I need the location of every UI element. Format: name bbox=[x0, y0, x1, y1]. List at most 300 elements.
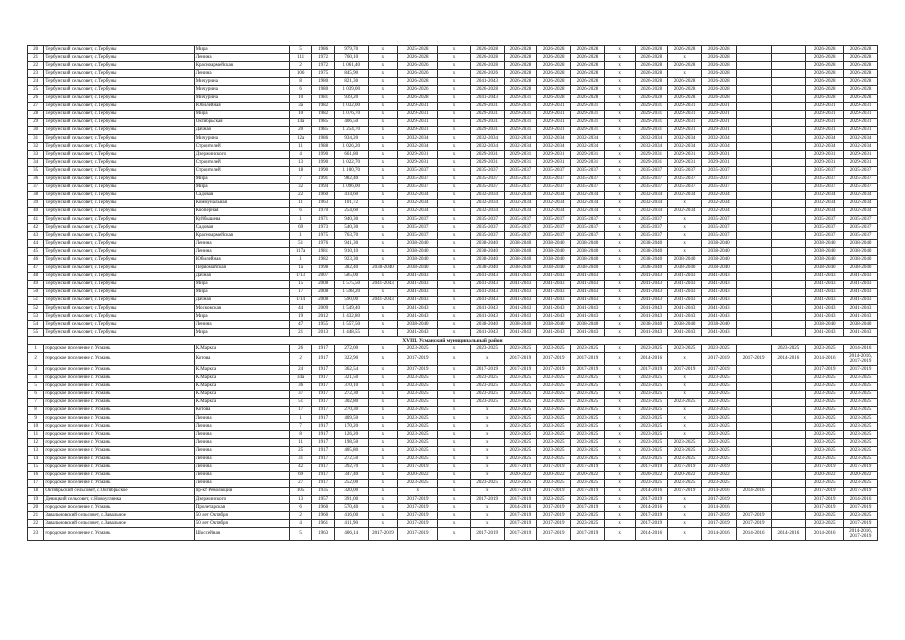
table-cell bbox=[771, 78, 806, 86]
table-cell: 590,00 bbox=[334, 296, 368, 304]
table-cell: 28 bbox=[28, 110, 44, 118]
table-cell: 2017-2019 bbox=[504, 353, 537, 366]
table-cell bbox=[736, 232, 771, 240]
table-cell: 2023-2025 bbox=[635, 374, 668, 382]
table-cell: 2041-2043 bbox=[571, 305, 605, 313]
table-cell bbox=[771, 431, 806, 439]
table-cell: х bbox=[604, 495, 635, 503]
table-cell bbox=[771, 415, 806, 423]
table-cell: 2038-2040 bbox=[504, 264, 537, 272]
table-cell: 2026-2026 bbox=[398, 86, 438, 94]
table-row bbox=[28, 463, 878, 471]
table-cell bbox=[771, 151, 806, 159]
table-cell: х bbox=[438, 102, 471, 110]
table-cell bbox=[736, 78, 771, 86]
table-row bbox=[28, 110, 878, 118]
table-cell: Тербунский сельсовет, с.Тербуны bbox=[44, 62, 194, 70]
table-cell: х bbox=[470, 431, 504, 439]
table-cell: х bbox=[604, 305, 635, 313]
table-cell: 2035-2037 bbox=[571, 175, 605, 183]
table-cell: 2029-2031 bbox=[668, 102, 702, 110]
table-cell: 2038-2040 bbox=[398, 240, 438, 248]
table-cell: 2035-2037 bbox=[398, 167, 438, 175]
table-cell: х bbox=[438, 264, 471, 272]
table-cell: 8 bbox=[28, 406, 44, 414]
table-cell: 934,20 bbox=[334, 135, 368, 143]
table-cell bbox=[736, 455, 771, 463]
table-cell: 2035-2037 bbox=[635, 215, 668, 223]
table-cell: х bbox=[604, 504, 635, 512]
table-cell: 2026-2028 bbox=[470, 86, 504, 94]
table-cell: 2029-2031 bbox=[806, 126, 844, 134]
table-cell bbox=[736, 431, 771, 439]
table-cell: 2029-2031 bbox=[635, 126, 668, 134]
table-cell: 50 лет Октября bbox=[194, 512, 289, 520]
table-cell bbox=[736, 46, 771, 54]
table-cell: х bbox=[604, 224, 635, 232]
table-cell: 2023-2025 bbox=[398, 382, 438, 390]
table-cell: х bbox=[438, 390, 471, 398]
table-cell: 2020-2022 bbox=[701, 471, 736, 479]
table-cell: 1917 bbox=[312, 463, 335, 471]
table-cell: 2017-2019 bbox=[470, 528, 504, 541]
table-cell bbox=[736, 215, 771, 223]
table-cell: х bbox=[604, 512, 635, 520]
table-cell: 2029-2031 bbox=[504, 159, 537, 167]
table-cell: 2035-2037 bbox=[806, 215, 844, 223]
table-cell: 2032-2034 bbox=[668, 143, 702, 151]
table-cell: 2035-2037 bbox=[537, 183, 571, 191]
table-cell: 44 bbox=[289, 305, 312, 313]
table-cell: 2017-2019 bbox=[736, 520, 771, 528]
table-row bbox=[28, 70, 878, 78]
table-cell: 1963 bbox=[312, 199, 335, 207]
table-cell: 2023-2025 bbox=[635, 431, 668, 439]
table-cell: х bbox=[438, 94, 471, 102]
table-cell: 2038-2040 bbox=[701, 264, 736, 272]
table-cell: х bbox=[604, 487, 635, 495]
table-cell: 2032-2034 bbox=[470, 143, 504, 151]
table-cell: 2035-2037 bbox=[806, 175, 844, 183]
table-cell bbox=[736, 423, 771, 431]
table-cell: 6 bbox=[289, 86, 312, 94]
table-cell: 1 076,70 bbox=[334, 110, 368, 118]
table-cell: 2023-2025 bbox=[844, 439, 878, 447]
table-cell: 2009 bbox=[312, 305, 335, 313]
table-cell: 1 096,00 bbox=[334, 183, 368, 191]
table-cell: 2029-2031 bbox=[537, 118, 571, 126]
table-cell: 15 bbox=[289, 280, 312, 288]
table-cell: 2017-2019 bbox=[571, 487, 605, 495]
table-cell: 2035-2037 bbox=[537, 232, 571, 240]
table-cell: 2029-2031 bbox=[701, 126, 736, 134]
table-cell: х bbox=[438, 528, 471, 541]
table-cell: 2023-2025 bbox=[806, 390, 844, 398]
table-cell: 2026-2028 bbox=[844, 70, 878, 78]
table-cell: 2029-2031 bbox=[635, 118, 668, 126]
table-cell: 2029-2031 bbox=[635, 110, 668, 118]
table-cell: 2032-2034 bbox=[806, 207, 844, 215]
table-cell: 2026-2028 bbox=[701, 54, 736, 62]
table-cell: К.Маркса bbox=[194, 366, 289, 374]
table-cell: городское поселение г. Усмань bbox=[44, 471, 194, 479]
table-cell: 2038-2040 bbox=[806, 240, 844, 248]
table-cell: 2029-2031 bbox=[844, 110, 878, 118]
table-cell: 2017-2019 bbox=[368, 528, 398, 541]
table-cell: 2023-2025 bbox=[701, 415, 736, 423]
table-cell: 2017-2019 bbox=[668, 366, 702, 374]
table-cell: Ленина bbox=[194, 479, 289, 487]
table-cell: 2017-2019 bbox=[806, 487, 844, 495]
table-cell: 2026-2028 bbox=[571, 94, 605, 102]
table-cell: 2012 bbox=[312, 313, 335, 321]
table-cell: 19 bbox=[289, 313, 312, 321]
table-cell: 2017-2019 bbox=[806, 366, 844, 374]
table-cell: 2038-2040 bbox=[398, 256, 438, 264]
table-cell: 2029-2031 bbox=[504, 94, 537, 102]
table-cell: 2038-2040 bbox=[635, 256, 668, 264]
table-row bbox=[28, 94, 878, 102]
table-cell: 2035-2037 bbox=[398, 232, 438, 240]
table-cell: 2023-2025 bbox=[571, 512, 605, 520]
table-cell: х bbox=[368, 406, 398, 414]
table-cell: городское поселение г. Усмань bbox=[44, 528, 194, 541]
table-cell bbox=[771, 102, 806, 110]
table-cell: Тербунский сельсовет, с.Тербуны bbox=[44, 215, 194, 223]
table-cell: х bbox=[604, 232, 635, 240]
table-cell: х bbox=[604, 102, 635, 110]
table-cell: Октябрьский сельсовет, с.Октябрьское bbox=[44, 487, 194, 495]
table-cell: 2017-2019 bbox=[571, 528, 605, 541]
table-cell: х bbox=[438, 321, 471, 329]
table-cell: х bbox=[368, 382, 398, 390]
table-cell bbox=[736, 126, 771, 134]
table-cell bbox=[771, 439, 806, 447]
table-cell: х bbox=[604, 199, 635, 207]
table-cell: Дзержинского bbox=[194, 151, 289, 159]
table-cell: 2023-2025 bbox=[571, 398, 605, 406]
table-cell bbox=[771, 224, 806, 232]
table-cell: х bbox=[438, 183, 471, 191]
table-cell: городское поселение г. Усмань bbox=[44, 390, 194, 398]
table-cell: 2041-2043 bbox=[571, 313, 605, 321]
table-cell: 406,50 bbox=[334, 118, 368, 126]
table-cell: 126,20 bbox=[334, 431, 368, 439]
table-cell: 2038-2040 bbox=[504, 248, 537, 256]
table-cell: х bbox=[604, 288, 635, 296]
table-cell: 2041-2043 bbox=[806, 280, 844, 288]
table-cell: 17 bbox=[289, 406, 312, 414]
table-cell: 1 557,50 bbox=[334, 321, 368, 329]
table-cell: Юбилейная bbox=[194, 102, 289, 110]
table-cell: 2035-2037 bbox=[635, 224, 668, 232]
table-cell bbox=[736, 224, 771, 232]
table-cell: х bbox=[438, 86, 471, 94]
table-cell: х bbox=[368, 313, 398, 321]
table-cell: 2017-2019 bbox=[668, 463, 702, 471]
table-cell: 2032-2034 bbox=[806, 191, 844, 199]
table-cell: 2017-2019 bbox=[470, 495, 504, 503]
table-cell: 2023-2025 bbox=[701, 382, 736, 390]
table-cell: 2023-2025 bbox=[537, 390, 571, 398]
table-cell bbox=[771, 70, 806, 78]
table-cell bbox=[771, 455, 806, 463]
table-cell: х bbox=[368, 288, 398, 296]
table-cell: 22 bbox=[28, 62, 44, 70]
table-cell: 51 bbox=[289, 240, 312, 248]
table-cell: Московская bbox=[194, 305, 289, 313]
table-cell: 1982 bbox=[312, 256, 335, 264]
table-cell: 2026-2028 bbox=[398, 54, 438, 62]
table-cell: 2023-2025 bbox=[504, 374, 537, 382]
table-cell: х bbox=[604, 447, 635, 455]
table-cell: городское поселение г. Усмань bbox=[44, 374, 194, 382]
table-cell: 2023-2025 bbox=[470, 374, 504, 382]
table-cell: 2035-2037 bbox=[635, 167, 668, 175]
table-cell: 170,20 bbox=[334, 423, 368, 431]
table-cell: 2032-2034 bbox=[537, 135, 571, 143]
table-cell: х bbox=[470, 439, 504, 447]
table-cell: 5 bbox=[289, 46, 312, 54]
table-cell bbox=[736, 143, 771, 151]
table-cell: 2 bbox=[289, 62, 312, 70]
table-cell bbox=[771, 232, 806, 240]
table-cell: 44 bbox=[28, 240, 44, 248]
table-cell: Мира bbox=[194, 175, 289, 183]
table-cell: 2032-2034 bbox=[701, 143, 736, 151]
table-cell: 2017-2019 bbox=[504, 512, 537, 520]
table-cell: Ленина bbox=[194, 439, 289, 447]
table-cell: х bbox=[438, 78, 471, 86]
table-cell: 2014-2016 bbox=[701, 528, 736, 541]
table-cell: 2023-2025 bbox=[701, 479, 736, 487]
table-cell bbox=[736, 86, 771, 94]
table-cell: 1917 bbox=[312, 415, 335, 423]
table-row bbox=[28, 232, 878, 240]
table-cell: 1917 bbox=[312, 471, 335, 479]
table-cell: 2023-2025 bbox=[504, 345, 537, 353]
table-cell: 2032-2034 bbox=[504, 135, 537, 143]
table-cell: х bbox=[604, 455, 635, 463]
table-cell bbox=[736, 288, 771, 296]
table-cell: х bbox=[368, 329, 398, 337]
table-cell: 2032-2034 bbox=[635, 207, 668, 215]
table-cell: 2026-2028 bbox=[806, 54, 844, 62]
table-cell: 2035-2037 bbox=[504, 232, 537, 240]
table-cell bbox=[736, 345, 771, 353]
table-cell: 15 bbox=[28, 463, 44, 471]
table-cell: х bbox=[668, 520, 702, 528]
table-cell: 2023-2025 bbox=[537, 398, 571, 406]
table-cell: 2029-2031 bbox=[470, 118, 504, 126]
table-cell: 2029-2031 bbox=[701, 110, 736, 118]
table-cell: 2035-2037 bbox=[701, 224, 736, 232]
table-cell: х bbox=[368, 159, 398, 167]
table-cell: 2038-2040 bbox=[668, 264, 702, 272]
table-cell: 1990 bbox=[312, 167, 335, 175]
table-cell: 2023-2025 bbox=[844, 455, 878, 463]
table-cell: 2026-2028 bbox=[844, 86, 878, 94]
table-cell: 2041-2043 bbox=[635, 313, 668, 321]
table-cell: 2023-2025 bbox=[701, 439, 736, 447]
table-cell: Тербунский сельсовет, с.Тербуны bbox=[44, 329, 194, 337]
table-row bbox=[28, 199, 878, 207]
table-cell: 2023-2025 bbox=[844, 447, 878, 455]
table-cell: 2026-2028 bbox=[806, 46, 844, 54]
table-cell: 2023-2025 bbox=[806, 415, 844, 423]
terbuny-rows bbox=[28, 46, 878, 337]
table-cell: 2023-2025 bbox=[806, 520, 844, 528]
table-cell: 49 bbox=[28, 280, 44, 288]
table-cell: Тербунский сельсовет, с.Тербуны bbox=[44, 102, 194, 110]
table-cell: 252,00 bbox=[334, 479, 368, 487]
table-cell: К.Маркса bbox=[194, 390, 289, 398]
table-cell: 2026-2028 bbox=[701, 46, 736, 54]
table-cell: 540,30 bbox=[334, 224, 368, 232]
table-cell: х bbox=[438, 431, 471, 439]
table-cell: 2014-2016 bbox=[701, 487, 736, 495]
table-cell: 2020-2022 bbox=[844, 471, 878, 479]
table-cell: Тербунский сельсовет, с.Тербуны bbox=[44, 126, 194, 134]
table-cell: 2029-2031 bbox=[470, 110, 504, 118]
table-cell: 40 bbox=[28, 207, 44, 215]
table-cell: 1 448,55 bbox=[334, 329, 368, 337]
table-row bbox=[28, 151, 878, 159]
table-cell: х bbox=[604, 240, 635, 248]
table-cell: 2032-2034 bbox=[635, 135, 668, 143]
table-cell: 1917 bbox=[312, 390, 335, 398]
table-cell: 2029-2031 bbox=[537, 151, 571, 159]
table-cell: 2029-2031 bbox=[504, 151, 537, 159]
table-cell: 1994 bbox=[312, 183, 335, 191]
table-cell: 2038-2040 bbox=[571, 256, 605, 264]
table-cell: 2029-2031 bbox=[668, 110, 702, 118]
table-cell: 2032-2034 bbox=[844, 143, 878, 151]
table-cell: х bbox=[438, 248, 471, 256]
table-cell bbox=[736, 191, 771, 199]
table-cell: х bbox=[668, 248, 702, 256]
table-cell: х bbox=[470, 423, 504, 431]
table-cell bbox=[771, 167, 806, 175]
table-cell: 2023-2025 bbox=[571, 374, 605, 382]
table-cell: 2020-2022 bbox=[668, 471, 702, 479]
table-cell: х bbox=[604, 151, 635, 159]
table-cell: 2017-2019 bbox=[571, 353, 605, 366]
table-cell: 2023-2025 bbox=[701, 455, 736, 463]
table-cell bbox=[771, 86, 806, 94]
table-cell: 2032-2034 bbox=[701, 199, 736, 207]
table-cell: х bbox=[668, 232, 702, 240]
table-cell: К.Маркса bbox=[194, 345, 289, 353]
table-cell: 2023-2025 bbox=[398, 374, 438, 382]
table-cell: 2020-2022 bbox=[806, 471, 844, 479]
table-cell: 1970 bbox=[312, 207, 335, 215]
table-cell: Ленина bbox=[194, 431, 289, 439]
table-cell: Тербунский сельсовет, с.Тербуны bbox=[44, 296, 194, 304]
table-cell: х bbox=[398, 487, 438, 495]
table-cell: 2041-2043 bbox=[844, 272, 878, 280]
table-cell: 2023-2025 bbox=[504, 423, 537, 431]
table-cell bbox=[771, 118, 806, 126]
table-cell: 2038-2040 bbox=[504, 240, 537, 248]
table-cell bbox=[736, 374, 771, 382]
table-cell: 2029-2031 bbox=[844, 159, 878, 167]
table-row bbox=[28, 353, 878, 366]
table-cell: 2017-2019 bbox=[398, 528, 438, 541]
table-cell bbox=[771, 406, 806, 414]
table-cell: 21 bbox=[28, 54, 44, 62]
table-cell: 2023-2025 bbox=[504, 415, 537, 423]
table-cell bbox=[736, 415, 771, 423]
table-cell: Пролетарская bbox=[194, 504, 289, 512]
table-cell: 18 bbox=[289, 167, 312, 175]
table-cell: 2023-2025 bbox=[398, 406, 438, 414]
table-cell: х bbox=[438, 520, 471, 528]
table-row bbox=[28, 46, 878, 54]
table-cell: х bbox=[368, 167, 398, 175]
table-cell bbox=[736, 110, 771, 118]
table-cell bbox=[736, 321, 771, 329]
table-cell bbox=[736, 305, 771, 313]
table-cell: 2 bbox=[289, 512, 312, 520]
table-cell: 2023-2025 bbox=[635, 455, 668, 463]
table-cell: 23 bbox=[28, 528, 44, 541]
table-cell: 2029-2031 bbox=[806, 102, 844, 110]
table-row bbox=[28, 321, 878, 329]
table-cell: 1917 bbox=[312, 374, 335, 382]
table-cell: 1 bbox=[289, 415, 312, 423]
table-cell: 2035-2037 bbox=[701, 183, 736, 191]
table-cell: 3а bbox=[289, 102, 312, 110]
table-cell: 2032-2034 bbox=[844, 207, 878, 215]
table-cell: х bbox=[438, 329, 471, 337]
table-cell: 2023-2025 bbox=[806, 455, 844, 463]
table-cell: 2014-2016 bbox=[844, 495, 878, 503]
table-cell: 2041-2043 bbox=[668, 305, 702, 313]
table-cell: х bbox=[438, 495, 471, 503]
table-cell: 2023-2025 bbox=[806, 345, 844, 353]
table-cell: 2026-2028 bbox=[701, 86, 736, 94]
table-cell: 2026-2028 bbox=[537, 78, 571, 86]
table-cell: 2023-2025 bbox=[668, 439, 702, 447]
table-row bbox=[28, 183, 878, 191]
table-cell: 2029-2031 bbox=[668, 151, 702, 159]
table-cell: х bbox=[368, 321, 398, 329]
table-cell: 2038-2040 bbox=[571, 264, 605, 272]
table-row bbox=[28, 313, 878, 321]
table-cell: х bbox=[368, 118, 398, 126]
table-cell: 105 bbox=[289, 487, 312, 495]
table-cell: х bbox=[668, 199, 702, 207]
table-cell: 2023-2025 bbox=[537, 455, 571, 463]
table-cell bbox=[736, 329, 771, 337]
table-cell: 2035-2037 bbox=[844, 224, 878, 232]
table-cell: х bbox=[368, 512, 398, 520]
table-cell: 2017-2019 bbox=[701, 366, 736, 374]
table-cell: 2 bbox=[289, 353, 312, 366]
table-cell: 320,00 bbox=[334, 487, 368, 495]
table-cell: 2041-2043 bbox=[398, 296, 438, 304]
table-cell: 2029-2031 bbox=[537, 110, 571, 118]
table-cell: 347,40 bbox=[334, 471, 368, 479]
table-cell bbox=[736, 183, 771, 191]
table-cell: Тербунский сельсовет, с.Тербуны bbox=[44, 151, 194, 159]
table-cell: х bbox=[668, 215, 702, 223]
table-cell: 405,80 bbox=[334, 447, 368, 455]
table-cell bbox=[771, 126, 806, 134]
table-cell: 821,30 bbox=[334, 78, 368, 86]
table-cell: 2017-2019 bbox=[571, 504, 605, 512]
